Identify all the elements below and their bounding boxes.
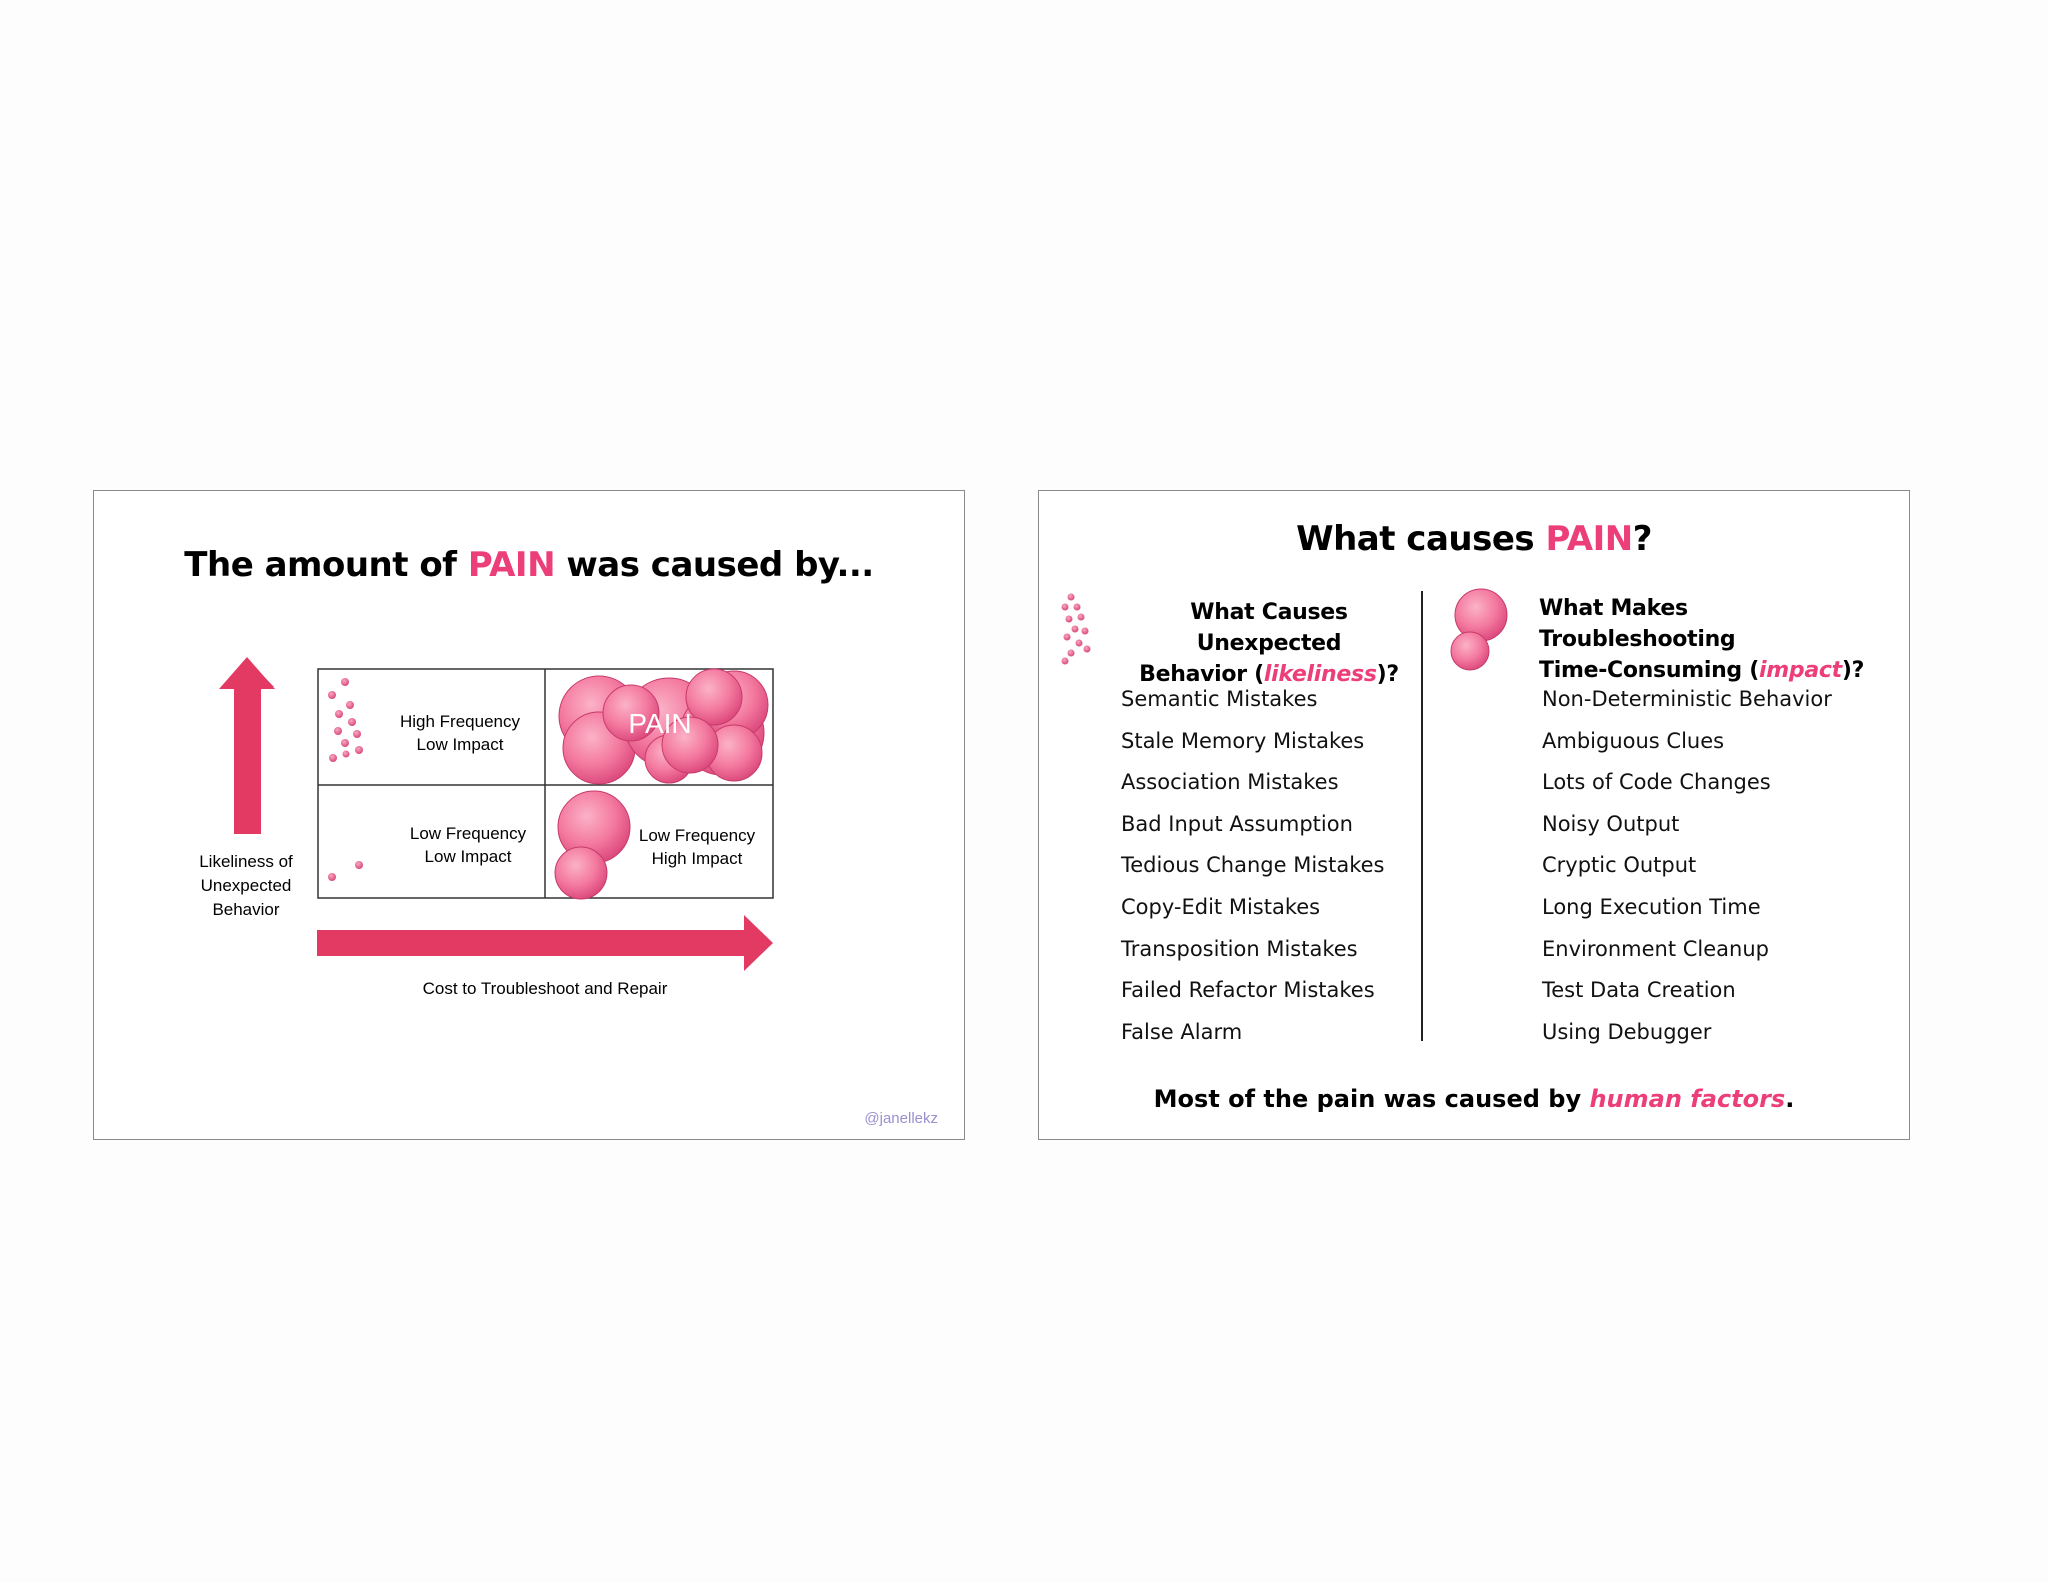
x-axis-label: Cost to Troubleshoot and Repair: [422, 979, 668, 998]
title-highlight: PAIN: [467, 545, 556, 585]
list-item: Environment Cleanup: [1542, 936, 1770, 961]
list-item: Ambiguous Clues: [1542, 728, 1725, 753]
q-bottom-left-line1: Low Frequency: [409, 824, 527, 843]
likeliness-list: [1121, 679, 1411, 1053]
list-item: Long Execution Time: [1542, 894, 1761, 919]
q-top-left-line1: High Frequency: [399, 712, 521, 731]
list-item: Failed Refactor Mistakes: [1121, 978, 1375, 1003]
slide-title: The amount of PAIN was caused by...: [184, 545, 874, 585]
x-axis-arrow: [317, 930, 747, 956]
list-item: Noisy Output: [1542, 811, 1680, 836]
high-impact-bubbles: [555, 791, 630, 899]
q-bottom-right-line2: High Impact: [651, 849, 743, 868]
pain-label: PAIN: [628, 708, 692, 739]
list-item: Using Debugger: [1542, 1019, 1712, 1044]
pain-matrix-diagram: [94, 491, 966, 1141]
slide-pain-causes: [1038, 490, 1910, 1140]
list-item: Transposition Mistakes: [1121, 936, 1358, 961]
slide-pain-matrix: [93, 490, 965, 1140]
list-item: Lots of Code Changes: [1542, 770, 1771, 795]
y-axis-label-line3: Behavior: [212, 900, 280, 919]
y-axis-label-line2: Unexpected: [200, 876, 292, 895]
list-item: Cryptic Output: [1542, 853, 1697, 878]
slide-title: What causes PAIN?: [1296, 519, 1652, 559]
list-item: Test Data Creation: [1542, 978, 1736, 1003]
conclusion-text: Most of the pain was caused by human factors.: [1153, 1085, 1795, 1113]
impact-list: [1542, 679, 1882, 1053]
list-item: Association Mistakes: [1121, 770, 1339, 795]
y-axis-label-line1: Likeliness of: [199, 852, 293, 871]
impact-heading: What Makes Troubleshooting Time-Consuming (impact)?: [1539, 596, 1865, 683]
list-item: Bad Input Assumption: [1121, 811, 1353, 836]
list-item: Semantic Mistakes: [1121, 687, 1318, 711]
impact-bubbles-icon: [1447, 587, 1517, 677]
list-item: Copy-Edit Mistakes: [1121, 894, 1321, 919]
likeliness-dots-icon: [1061, 591, 1101, 671]
q-top-left-line2: Low Impact: [416, 735, 504, 754]
low-frequency-dots: [328, 861, 363, 881]
likeliness-heading: What Causes Unexpected Behavior (likeliness)?: [1139, 600, 1399, 687]
q-bottom-right-line1: Low Frequency: [638, 826, 756, 845]
q-bottom-left-line2: Low Impact: [424, 847, 512, 866]
list-item: Stale Memory Mistakes: [1121, 728, 1365, 753]
title-highlight: PAIN: [1545, 519, 1633, 559]
column-divider: [1421, 591, 1423, 1041]
list-item: Non-Deterministic Behavior: [1542, 687, 1832, 711]
list-item: Tedious Change Mistakes: [1121, 853, 1385, 878]
high-frequency-dots: [328, 678, 363, 762]
list-item: False Alarm: [1121, 1019, 1243, 1044]
watermark: @janellekz: [864, 1110, 938, 1127]
